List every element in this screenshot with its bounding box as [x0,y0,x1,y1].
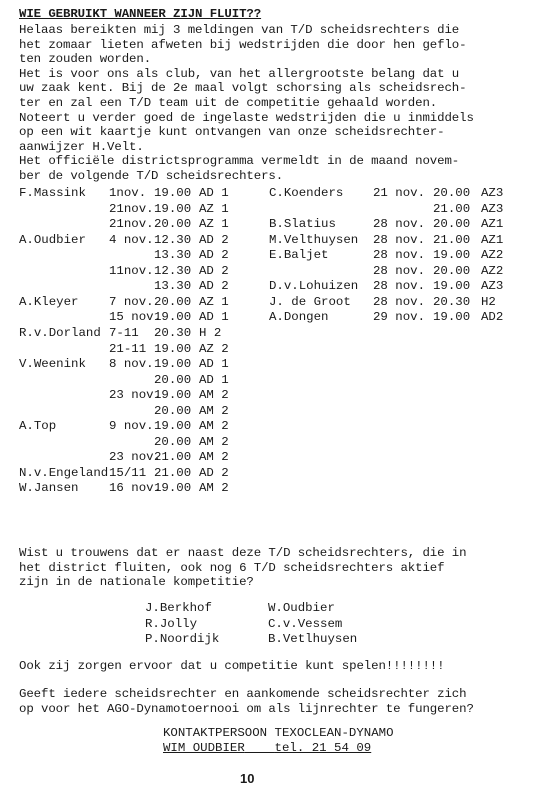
schedule-time: 19.00 [154,310,192,325]
text-line: het zomaar lieten afweten bij wedstrijden die door hen geflo- [19,37,467,52]
schedule-code: AD 2 [199,263,229,278]
schedule-time: 20.00 [154,403,192,418]
schedule-code: AZ3 [481,279,504,294]
schedule-name: A.Oudbier [19,232,86,247]
text-line: ter en zal een T/D team uit de competitie gehaald worden. [19,96,438,110]
schedule-date: 28 nov. [373,279,426,294]
schedule-date: 15 nov. [109,310,162,325]
national-referee: B.Vetlhuysen [268,632,358,646]
national-referee: J.Berkhof [145,601,212,615]
schedule-date: 15/11 [109,465,147,480]
schedule-code: AM 2 [199,434,229,449]
text-line: uw zaak kent. Bij de 2e maal volgt schorsing als scheidsrech- [19,81,467,96]
schedule-time: 19.00 [154,357,192,372]
schedule-time: 21.00 [433,201,471,216]
schedule-time: 20.00 [154,372,192,387]
schedule-date: 9 nov. [109,419,154,434]
schedule-date: 21 nov. [373,186,426,200]
schedule-name: M.Velthuysen [269,232,359,247]
schedule-time: 13.30 [154,248,192,263]
schedule-date: 21nov. [109,201,154,216]
schedule-date: 23 nov. [109,450,162,465]
text-line: Het officiële districtsprogramma vermeldt in de maand novem- [19,154,460,169]
schedule-code: H 2 [199,325,222,340]
schedule-name: V.Weenink [19,357,86,372]
schedule-time: 19.00 [154,341,192,356]
schedule-name: E.Baljet [269,248,329,263]
schedule-time: 20.00 [154,294,192,309]
schedule-date: 16 nov. [109,481,162,496]
schedule-date: 8 nov. [109,357,154,372]
schedule-code: AD 2 [199,279,229,294]
schedule-name: R.v.Dorland [19,325,101,340]
schedule-time: 19.00 [154,201,192,216]
schedule-code: AD 1 [199,310,229,325]
schedule-date: 21-11 [109,341,147,356]
contact-name: WIM OUDBIER [163,741,245,755]
national-referee: R.Jolly [145,616,198,631]
text-line: zijn in de nationale kompetitie? [19,575,254,590]
text-line: Helaas bereikten mij 3 meldingen van T/D scheidsrechters die [19,23,460,37]
schedule-time: 20.00 [433,186,471,200]
schedule-code: AZ3 [481,201,504,216]
schedule-code: AD 1 [199,357,229,372]
schedule-name: N.v.Engeland [19,465,109,480]
schedule-code: AM 2 [199,450,229,465]
schedule-name: J. de Groot [269,294,351,309]
schedule-code: AD2 [481,310,504,325]
schedule-date: 28 nov. [373,248,426,263]
schedule-time: 19.00 [154,419,192,434]
schedule-name: F.Massink [19,186,86,200]
schedule-code: AZ1 [481,217,504,232]
schedule-code: AM 2 [199,388,229,403]
text-line: op voor het AGO-Dynamotoernooi om als lijnrechter te fungeren? [19,702,474,716]
schedule-time: 20.00 [154,434,192,449]
schedule-code: AD 1 [199,186,229,200]
text-line: Wist u trouwens dat er naast deze T/D scheidsrechters, die in [19,546,467,560]
text-line: Geeft iedere scheidsrechter en aankomende scheidsrechter zich [19,687,467,701]
schedule-code: AZ 1 [199,201,229,216]
schedule-code: AZ2 [481,248,504,263]
schedule-date: 21nov. [109,217,154,232]
schedule-name: C.Koenders [269,186,344,200]
contact-tel: tel. 21 54 09 [274,741,372,755]
schedule-date: 1nov. [109,186,147,200]
national-referee: P.Noordijk [145,632,220,646]
schedule-time: 20.00 [154,217,192,232]
schedule-code: H2 [481,294,496,309]
schedule-code: AZ 1 [199,294,229,309]
schedule-name: A.Dongen [269,310,329,325]
schedule-code: AM 2 [199,403,229,418]
closing-line: Ook zij zorgen ervoor dat u competitie kunt spelen!!!!!!!! [19,659,445,673]
schedule-time: 21.00 [433,232,471,247]
schedule-date: 7 nov. [109,294,154,309]
schedule-date: 29 nov. [373,310,426,325]
schedule-name: W.Jansen [19,481,79,496]
schedule-date: 28 nov. [373,232,426,247]
schedule-name: D.v.Lohuizen [269,279,359,294]
schedule-code: AZ 1 [199,217,229,232]
schedule-time: 19.00 [154,388,192,403]
schedule-time: 19.00 [433,279,471,294]
schedule-time: 20.30 [154,325,192,340]
schedule-time: 19.00 [433,248,471,263]
schedule-time: 19.00 [433,310,471,325]
schedule-name: A.Kleyer [19,294,79,309]
schedule-code: AZ 2 [199,341,229,356]
schedule-date: 23 nov. [109,388,162,403]
text-line: op een wit kaartje kunt ontvangen van onze scheidsrechter- [19,125,445,140]
schedule-time: 20.30 [433,294,471,309]
schedule-code: AZ2 [481,263,504,278]
schedule-name: B.Slatius [269,217,336,232]
page-number: 10 [240,771,255,786]
text-line: ten zouden worden. [19,52,152,67]
contact-label: KONTAKTPERSOON TEXOCLEAN-DYNAMO [163,726,394,740]
schedule-code: AZ1 [481,232,504,247]
schedule-time: 20.00 [433,217,471,232]
schedule-code: AM 2 [199,419,229,434]
text-line: het district fluiten, ook nog 6 T/D scheidsrechters aktief [19,560,445,575]
page-title: WIE GEBRUIKT WANNEER ZIJN FLUIT?? [19,7,262,21]
schedule-date: 28 nov. [373,294,426,309]
schedule-date: 4 nov. [109,232,154,247]
schedule-time: 19.00 [154,481,192,496]
national-referee: C.v.Vessem [268,616,343,631]
schedule-date: 28 nov. [373,217,426,232]
schedule-time: 13.30 [154,279,192,294]
schedule-time: 20.00 [433,263,471,278]
schedule-date: 11nov. [109,263,154,278]
schedule-code: AD 2 [199,232,229,247]
schedule-name: A.Top [19,419,57,434]
contact-line [163,741,371,755]
schedule-time: 21.00 [154,450,192,465]
schedule-code: AD 2 [199,248,229,263]
schedule-time: 12.30 [154,263,192,278]
schedule-code: AZ3 [481,186,504,200]
text-line: ber de volgende T/D scheidsrechters. [19,169,284,183]
text-line: Het is voor ons als club, van het allergrootste belang dat u [19,66,460,81]
schedule-time: 12.30 [154,232,192,247]
schedule-code: AD 2 [199,465,229,480]
national-referee: W.Oudbier [268,601,335,615]
schedule-time: 21.00 [154,465,192,480]
text-line: aanwijzer H.Velt. [19,139,144,154]
schedule-code: AM 2 [199,481,229,496]
text-line: Noteert u verder goed de ingelaste wedstrijden die u inmiddels [19,110,474,125]
schedule-time: 19.00 [154,186,192,200]
schedule-date: 7-11 [109,325,139,340]
schedule-code: AD 1 [199,372,229,387]
schedule-date: 28 nov. [373,263,426,278]
